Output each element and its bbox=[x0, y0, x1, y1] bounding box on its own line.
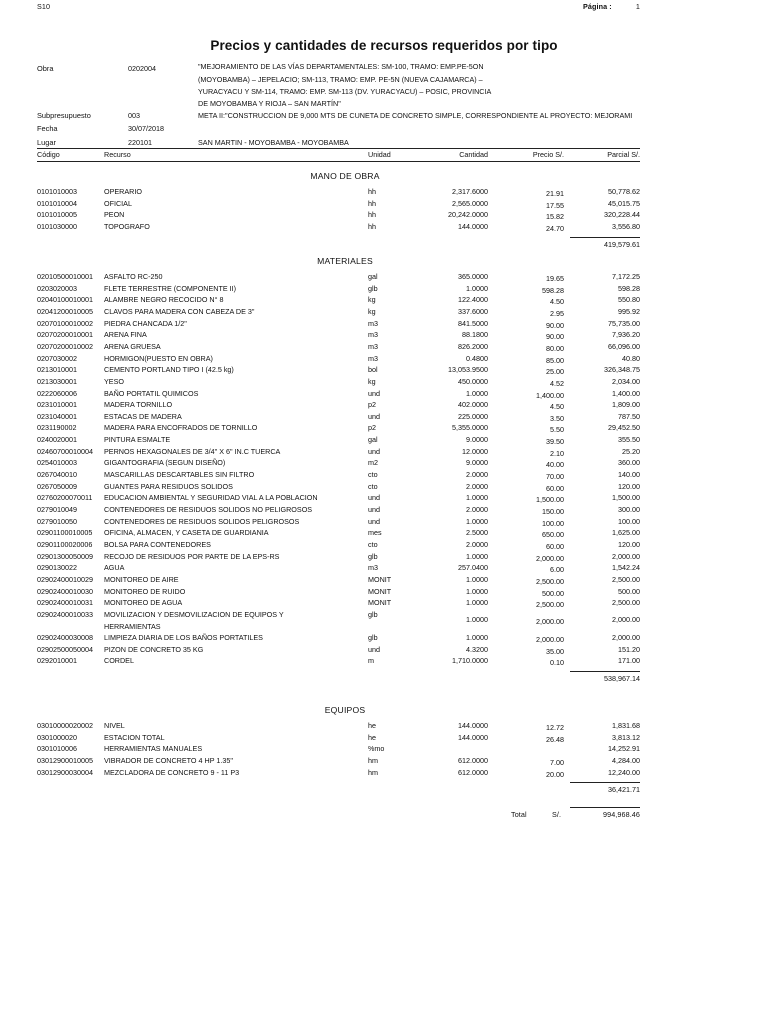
resource-price: 25.00 bbox=[546, 367, 564, 377]
resource-unit: gal bbox=[368, 435, 378, 445]
resource-partial: 1,400.00 bbox=[612, 388, 640, 398]
resource-unit: glb bbox=[368, 551, 378, 561]
resource-partial: 151.20 bbox=[618, 644, 640, 654]
resource-description: ASFALTO RC-250 bbox=[104, 272, 163, 281]
resource-partial: 66,096.00 bbox=[608, 341, 640, 351]
resource-code: 0231010001 bbox=[37, 400, 77, 410]
resource-quantity: 1.0000 bbox=[466, 283, 488, 293]
resource-unit: gal bbox=[368, 272, 378, 281]
resource-code: 03010000020002 bbox=[37, 721, 93, 730]
total-rule bbox=[570, 807, 640, 808]
resource-code: 0101010003 bbox=[37, 187, 77, 196]
resource-unit: m3 bbox=[368, 353, 378, 363]
lugar-label: Lugar bbox=[37, 138, 56, 147]
resource-price: 85.00 bbox=[546, 355, 564, 365]
resource-code: 03012900010005 bbox=[37, 755, 93, 765]
resource-description: RECOJO DE RESIDUOS POR PARTE DE LA EPS-RS bbox=[104, 551, 280, 561]
resource-partial: 3,813.12 bbox=[612, 732, 640, 742]
resource-quantity: 2.5000 bbox=[466, 528, 488, 538]
resource-quantity: 841.5000 bbox=[458, 318, 488, 328]
obra-label: Obra bbox=[37, 64, 54, 73]
resource-description: ESTACAS DE MADERA bbox=[104, 411, 182, 421]
resource-code: 0240020001 bbox=[37, 435, 77, 445]
resource-price: 20.00 bbox=[546, 769, 564, 779]
report-title: Precios y cantidades de recursos requeridos por tipo bbox=[210, 38, 558, 53]
header-rule-top bbox=[37, 148, 640, 149]
resource-quantity: 88.1800 bbox=[462, 330, 488, 340]
resource-quantity: 1.0000 bbox=[466, 551, 488, 561]
resource-quantity: 122.4000 bbox=[458, 295, 488, 305]
col-unidad: Unidad bbox=[368, 150, 391, 159]
resource-partial: 120.00 bbox=[618, 481, 640, 491]
resource-quantity: 402.0000 bbox=[458, 400, 488, 410]
resource-price: 2,000.00 bbox=[536, 616, 564, 626]
resource-quantity: 4.3200 bbox=[466, 644, 488, 654]
resource-partial: 2,500.00 bbox=[612, 598, 640, 608]
resource-quantity: 2.0000 bbox=[466, 470, 488, 480]
resource-code: 0301010006 bbox=[37, 744, 77, 754]
resource-quantity: 2.0000 bbox=[466, 481, 488, 491]
resource-code: 02901100020006 bbox=[37, 539, 93, 549]
subtotal-rule bbox=[570, 782, 640, 783]
resource-partial: 1,542.24 bbox=[612, 563, 640, 573]
resource-price: 7.00 bbox=[550, 757, 564, 767]
resource-code: 0231190002 bbox=[37, 423, 77, 433]
resource-quantity: 9.0000 bbox=[466, 435, 488, 445]
resource-unit: hm bbox=[368, 767, 378, 777]
resource-code: 0301000020 bbox=[37, 732, 77, 742]
resource-unit: m3 bbox=[368, 563, 378, 573]
subpresupuesto-label: Subpresupuesto bbox=[37, 111, 91, 120]
resource-partial: 50,778.62 bbox=[608, 187, 640, 196]
obra-line-3: YURACYACU Y SM-114, TRAMO: EMP. SM-113 (DV. YURACYACU) – POSIC, PROVINCIA bbox=[198, 87, 492, 96]
resource-partial: 1,625.00 bbox=[612, 528, 640, 538]
resource-code: 02902400010031 bbox=[37, 598, 93, 608]
resource-price: 90.00 bbox=[546, 320, 564, 330]
resource-unit: hm bbox=[368, 755, 378, 765]
resource-code: 0267050009 bbox=[37, 481, 77, 491]
resource-price: 2.95 bbox=[550, 308, 564, 318]
resource-description: NIVEL bbox=[104, 721, 125, 730]
resource-description: MADERA TORNILLO bbox=[104, 400, 173, 410]
resource-description: MONITOREO DE RUIDO bbox=[104, 586, 186, 596]
resource-code: 02902500050004 bbox=[37, 644, 93, 654]
resource-quantity: 9.0000 bbox=[466, 458, 488, 468]
resource-unit: MONIT bbox=[368, 598, 392, 608]
resource-partial: 995.92 bbox=[618, 306, 640, 316]
resource-description: GIGANTOGRAFIA (SEGUN DISEÑO) bbox=[104, 458, 226, 468]
resource-code: 0101010005 bbox=[37, 210, 77, 220]
resource-unit: hh bbox=[368, 221, 376, 231]
resource-price: 4.50 bbox=[550, 297, 564, 307]
resource-price: 40.00 bbox=[546, 460, 564, 470]
resource-quantity: 144.0000 bbox=[458, 721, 488, 730]
resource-quantity: 144.0000 bbox=[458, 732, 488, 742]
resource-description: AGUA bbox=[104, 563, 125, 573]
resource-unit: und bbox=[368, 446, 380, 456]
resource-unit: kg bbox=[368, 376, 376, 386]
resource-code: 02460700010004 bbox=[37, 446, 93, 456]
col-codigo: Código bbox=[37, 150, 60, 159]
resource-partial: 25.20 bbox=[622, 446, 640, 456]
resource-unit: kg bbox=[368, 306, 376, 316]
resource-partial: 355.50 bbox=[618, 435, 640, 445]
subpresupuesto-desc: META II:"CONSTRUCCION DE 9,000 MTS DE CUNETA DE CONCRETO SIMPLE, CORRESPONDIENTE AL PROYECTO: MEJORAMI bbox=[198, 111, 633, 120]
resource-quantity: 20,242.0000 bbox=[448, 210, 488, 220]
resource-description: YESO bbox=[104, 376, 124, 386]
resource-description: EDUCACION AMBIENTAL Y SEGURIDAD VIAL A LA POBLACION bbox=[104, 493, 318, 503]
resource-price: 60.00 bbox=[546, 483, 564, 493]
resource-code: 0213030001 bbox=[37, 376, 77, 386]
resource-partial: 140.00 bbox=[618, 470, 640, 480]
resource-price: 1,400.00 bbox=[536, 390, 564, 400]
resource-code: 03012900030004 bbox=[37, 767, 93, 777]
resource-partial: 300.00 bbox=[618, 505, 640, 514]
resource-description: MONITOREO DE AGUA bbox=[104, 598, 183, 608]
resource-code: 02040100010001 bbox=[37, 295, 93, 305]
resource-description: PEON bbox=[104, 210, 125, 220]
resource-description: ARENA GRUESA bbox=[104, 341, 161, 351]
resource-unit: m3 bbox=[368, 341, 378, 351]
resource-quantity: 2.0000 bbox=[466, 505, 488, 514]
section-heading: MATERIALES bbox=[317, 256, 373, 266]
col-parcial: Parcial S/. bbox=[607, 150, 640, 159]
resource-code: 02901300050009 bbox=[37, 551, 93, 561]
resource-description: PIEDRA CHANCADA 1/2" bbox=[104, 318, 187, 328]
resource-code: 0231040001 bbox=[37, 411, 77, 421]
resource-unit: %mo bbox=[368, 744, 385, 754]
resource-partial: 2,034.00 bbox=[612, 376, 640, 386]
page-number: 1 bbox=[635, 2, 640, 11]
resource-description: OFICIAL bbox=[104, 198, 132, 208]
header-rule-bottom bbox=[37, 161, 640, 162]
resource-unit: p2 bbox=[368, 423, 376, 433]
resource-price: 21.91 bbox=[546, 189, 564, 198]
resource-price: 0.10 bbox=[550, 658, 564, 668]
resource-description: ARENA FINA bbox=[104, 330, 147, 340]
resource-description: MONITOREO DE AIRE bbox=[104, 574, 179, 584]
resource-description: FLETE TERRESTRE (COMPONENTE II) bbox=[104, 283, 237, 293]
resource-unit: und bbox=[368, 493, 380, 503]
total-currency: S/. bbox=[552, 810, 562, 819]
resource-code: 0203020003 bbox=[37, 283, 77, 293]
subtotal-rule bbox=[570, 237, 640, 238]
section-subtotal: 419,579.61 bbox=[604, 239, 640, 249]
total-label: Total bbox=[511, 810, 527, 819]
resource-quantity: 337.6000 bbox=[458, 306, 488, 316]
resource-price: 2.10 bbox=[550, 448, 564, 458]
resource-partial: 7,172.25 bbox=[612, 272, 640, 281]
resource-description: BAÑO PORTATIL QUIMICOS bbox=[104, 388, 199, 398]
resource-partial: 171.00 bbox=[618, 656, 640, 666]
resource-code: 02760200070011 bbox=[37, 493, 93, 503]
resource-description: MADERA PARA ENCOFRADOS DE TORNILLO bbox=[104, 423, 258, 433]
resource-partial: 360.00 bbox=[618, 458, 640, 468]
col-precio: Precio S/. bbox=[532, 150, 564, 159]
resource-price: 70.00 bbox=[546, 472, 564, 482]
resource-unit: cto bbox=[368, 470, 378, 480]
obra-code: 0202004 bbox=[128, 64, 156, 73]
resource-price: 598.28 bbox=[542, 285, 564, 295]
resource-price: 100.00 bbox=[542, 518, 564, 528]
resource-description: PIZON DE CONCRETO 35 KG bbox=[104, 644, 204, 654]
resource-partial: 120.00 bbox=[618, 539, 640, 549]
subtotal-rule bbox=[570, 671, 640, 672]
resource-unit: hh bbox=[368, 210, 376, 220]
resource-code: 0279010049 bbox=[37, 505, 77, 514]
resource-unit: cto bbox=[368, 539, 378, 549]
resource-quantity: 450.0000 bbox=[458, 376, 488, 386]
resource-price: 17.55 bbox=[546, 200, 564, 210]
resource-code: 02902400010030 bbox=[37, 586, 93, 596]
resource-description: PERNOS HEXAGONALES DE 3/4" X 6" IN.C TUERCA bbox=[104, 446, 281, 456]
resource-unit: hh bbox=[368, 187, 376, 196]
fecha-value: 30/07/2018 bbox=[128, 124, 164, 133]
resource-unit: und bbox=[368, 388, 380, 398]
resource-price: 500.00 bbox=[542, 588, 564, 598]
resource-quantity: 144.0000 bbox=[458, 221, 488, 231]
resource-partial: 1,809.00 bbox=[612, 400, 640, 410]
resource-quantity: 826.2000 bbox=[458, 341, 488, 351]
resource-partial: 40.80 bbox=[622, 353, 640, 363]
resource-unit: und bbox=[368, 516, 380, 526]
resource-unit: hh bbox=[368, 198, 376, 208]
resource-code: 02070200010002 bbox=[37, 341, 93, 351]
resource-unit: he bbox=[368, 721, 376, 730]
resource-price: 90.00 bbox=[546, 332, 564, 342]
resource-description: CONTENEDORES DE RESIDUOS SOLIDOS NO PELIGROSOS bbox=[104, 505, 313, 514]
resource-description: ALAMBRE NEGRO RECOCIDO N° 8 bbox=[104, 295, 224, 305]
resource-quantity: 1.0000 bbox=[466, 516, 488, 526]
resource-price: 15.82 bbox=[546, 212, 564, 222]
resource-code: 02070200010001 bbox=[37, 330, 93, 340]
resource-price: 26.48 bbox=[546, 734, 564, 744]
resource-price: 4.52 bbox=[550, 378, 564, 388]
resource-unit: und bbox=[368, 411, 380, 421]
section-subtotal: 36,421.71 bbox=[608, 785, 640, 795]
resource-quantity: 257.0400 bbox=[458, 563, 488, 573]
resource-code: 02901100010005 bbox=[37, 528, 93, 538]
resource-price: 2,000.00 bbox=[536, 553, 564, 563]
resource-partial: 320,228.44 bbox=[604, 210, 640, 220]
resource-price: 2,000.00 bbox=[536, 635, 564, 645]
resource-price: 24.70 bbox=[546, 223, 564, 233]
resource-price: 6.00 bbox=[550, 565, 564, 575]
resource-unit: glb bbox=[368, 609, 378, 619]
col-recurso: Recurso bbox=[104, 150, 131, 159]
resource-code: 0279010050 bbox=[37, 516, 77, 526]
resource-quantity: 1.0000 bbox=[466, 586, 488, 596]
resource-price: 150.00 bbox=[542, 507, 564, 516]
resource-price: 5.50 bbox=[550, 425, 564, 435]
resource-description: MOVILIZACION Y DESMOVILIZACION DE EQUIPOS Y bbox=[104, 609, 284, 619]
resource-price: 1,500.00 bbox=[536, 495, 564, 505]
resource-price: 80.00 bbox=[546, 343, 564, 353]
resource-unit: m3 bbox=[368, 330, 378, 340]
resource-quantity: 2,565.0000 bbox=[452, 198, 488, 208]
resource-partial: 4,284.00 bbox=[612, 755, 640, 765]
resource-description: GUANTES PARA RESIDUOS SOLIDOS bbox=[104, 481, 233, 491]
resource-description: OFICINA, ALMACEN, Y CASETA DE GUARDIANIA bbox=[104, 528, 269, 538]
resource-code: 0213010001 bbox=[37, 365, 77, 375]
resource-description: CORDEL bbox=[104, 656, 134, 666]
resource-description: TOPOGRAFO bbox=[104, 221, 150, 231]
resource-code: 02010500010001 bbox=[37, 272, 93, 281]
resource-description: BOLSA PARA CONTENEDORES bbox=[104, 539, 211, 549]
resource-partial: 12,240.00 bbox=[608, 767, 640, 777]
resource-code: 02902400030008 bbox=[37, 633, 93, 643]
resource-code: 0292010001 bbox=[37, 656, 77, 666]
resource-code: 0267040010 bbox=[37, 470, 77, 480]
resource-description: OPERARIO bbox=[104, 187, 142, 196]
resource-code: 0290130022 bbox=[37, 563, 77, 573]
resource-quantity: 5,355.0000 bbox=[452, 423, 488, 433]
resource-price: 2,500.00 bbox=[536, 600, 564, 610]
resource-quantity: 2.0000 bbox=[466, 539, 488, 549]
resource-unit: kg bbox=[368, 295, 376, 305]
resource-quantity: 365.0000 bbox=[458, 272, 488, 281]
resource-price: 3.50 bbox=[550, 413, 564, 423]
resource-price: 60.00 bbox=[546, 541, 564, 551]
resource-description: MASCARILLAS DESCARTABLES SIN FILTRO bbox=[104, 470, 255, 480]
resource-partial: 598.28 bbox=[618, 283, 640, 293]
resource-quantity: 1.0000 bbox=[466, 598, 488, 608]
resource-price: 35.00 bbox=[546, 646, 564, 656]
resource-description: CEMENTO PORTLAND TIPO I (42.5 kg) bbox=[104, 365, 234, 375]
resource-code: 0101030000 bbox=[37, 221, 77, 231]
resource-partial: 2,500.00 bbox=[612, 574, 640, 584]
resource-partial: 1,831.68 bbox=[612, 721, 640, 730]
resource-quantity: 13,053.9500 bbox=[448, 365, 488, 375]
resource-quantity: 612.0000 bbox=[458, 767, 488, 777]
resource-partial: 14,252.91 bbox=[608, 744, 640, 754]
resource-partial: 75,735.00 bbox=[608, 318, 640, 328]
resource-price: 39.50 bbox=[546, 437, 564, 447]
resource-unit: glb bbox=[368, 633, 378, 643]
resource-quantity: 0.4800 bbox=[466, 353, 488, 363]
resource-partial: 29,452.50 bbox=[608, 423, 640, 433]
obra-line-4: DE MOYOBAMBA Y RIOJA – SAN MARTÍN" bbox=[198, 99, 341, 108]
col-cantidad: Cantidad bbox=[459, 150, 488, 159]
resource-unit: glb bbox=[368, 283, 378, 293]
resource-quantity: 1,710.0000 bbox=[452, 656, 488, 666]
total-value: 994,968.46 bbox=[603, 810, 640, 819]
obra-line-2: (MOYOBAMBA) – JEPELACIO; SM-113, TRAMO: EMP. PE-5N (NUEVA CAJAMARCA) – bbox=[198, 75, 483, 84]
resource-partial: 2,000.00 bbox=[612, 633, 640, 643]
resource-partial: 500.00 bbox=[618, 586, 640, 596]
section-heading: MANO DE OBRA bbox=[310, 171, 380, 181]
section-subtotal: 538,967.14 bbox=[604, 674, 640, 684]
resource-code: 02902400010029 bbox=[37, 574, 93, 584]
obra-line-1: "MEJORAMIENTO DE LAS VÍAS DEPARTAMENTALES: SM-100, TRAMO: EMP.PE-5ON bbox=[198, 62, 484, 71]
report-code: S10 bbox=[37, 2, 51, 11]
resource-description: CONTENEDORES DE RESIDUOS SOLIDOS PELIGROSOS bbox=[104, 516, 300, 526]
resource-partial: 1,500.00 bbox=[612, 493, 640, 503]
resource-code: 0207030002 bbox=[37, 353, 77, 363]
resource-unit: m bbox=[368, 656, 374, 666]
page-label: Página : bbox=[583, 2, 612, 11]
resource-quantity: 1.0000 bbox=[466, 493, 488, 503]
resource-partial: 550.80 bbox=[618, 295, 640, 305]
resource-code: 02041200010005 bbox=[37, 306, 93, 316]
resource-partial: 7,936.20 bbox=[612, 330, 640, 340]
resource-unit: p2 bbox=[368, 400, 376, 410]
lugar-code: 220101 bbox=[128, 138, 152, 147]
lugar-desc: SAN MARTIN - MOYOBAMBA - MOYOBAMBA bbox=[198, 138, 349, 147]
subpresupuesto-code: 003 bbox=[128, 111, 140, 120]
resource-quantity: 1.0000 bbox=[466, 388, 488, 398]
resource-description: HORMIGON(PUESTO EN OBRA) bbox=[104, 353, 213, 363]
resource-unit: und bbox=[368, 644, 380, 654]
resource-price: 19.65 bbox=[546, 274, 564, 283]
resource-description-cont: HERRAMIENTAS bbox=[104, 621, 161, 631]
resource-price: 650.00 bbox=[542, 530, 564, 540]
resource-unit: bol bbox=[368, 365, 378, 375]
resource-quantity: 612.0000 bbox=[458, 755, 488, 765]
resource-description: MEZCLADORA DE CONCRETO 9 - 11 P3 bbox=[104, 767, 240, 777]
resource-unit: mes bbox=[368, 528, 382, 538]
resource-description: VIBRADOR DE CONCRETO 4 HP 1.35" bbox=[104, 755, 233, 765]
resource-quantity: 2,317.6000 bbox=[452, 187, 488, 196]
resource-partial: 45,015.75 bbox=[608, 198, 640, 208]
resource-unit: he bbox=[368, 732, 376, 742]
resource-code: 0254010003 bbox=[37, 458, 77, 468]
resource-description: CLAVOS PARA MADERA CON CABEZA DE 3" bbox=[104, 306, 255, 316]
resource-partial: 2,000.00 bbox=[612, 551, 640, 561]
resource-code: 02070100010002 bbox=[37, 318, 93, 328]
resource-description: HERRAMIENTAS MANUALES bbox=[104, 744, 203, 754]
resource-code: 0222060006 bbox=[37, 388, 77, 398]
resource-description: PINTURA ESMALTE bbox=[104, 435, 171, 445]
resource-unit: m2 bbox=[368, 458, 378, 468]
section-heading: EQUIPOS bbox=[324, 705, 366, 715]
resource-price: 2,500.00 bbox=[536, 576, 564, 586]
fecha-label: Fecha bbox=[37, 124, 58, 133]
resource-unit: cto bbox=[368, 481, 378, 491]
resource-partial: 3,556.80 bbox=[612, 221, 640, 231]
resource-quantity: 1.0000 bbox=[466, 574, 488, 584]
resource-partial: 100.00 bbox=[618, 516, 640, 526]
resource-partial: 326,348.75 bbox=[604, 365, 640, 375]
resource-quantity: 225.0000 bbox=[458, 411, 488, 421]
resource-unit: MONIT bbox=[368, 574, 392, 584]
resource-unit: MONIT bbox=[368, 586, 392, 596]
resource-quantity: 12.0000 bbox=[462, 446, 488, 456]
resource-quantity: 1.0000 bbox=[466, 614, 488, 624]
resource-description: ESTACION TOTAL bbox=[104, 732, 165, 742]
resource-price: 4.50 bbox=[550, 402, 564, 412]
resource-code: 02902400010033 bbox=[37, 609, 93, 619]
resource-code: 0101010004 bbox=[37, 198, 77, 208]
resource-price: 12.72 bbox=[546, 723, 564, 732]
resource-unit: m3 bbox=[368, 318, 378, 328]
resource-unit: und bbox=[368, 505, 380, 514]
resource-description: LIMPIEZA DIARIA DE LOS BAÑOS PORTATILES bbox=[104, 633, 263, 643]
resource-partial: 2,000.00 bbox=[612, 614, 640, 624]
resource-quantity: 1.0000 bbox=[466, 633, 488, 643]
resource-partial: 787.50 bbox=[618, 411, 640, 421]
